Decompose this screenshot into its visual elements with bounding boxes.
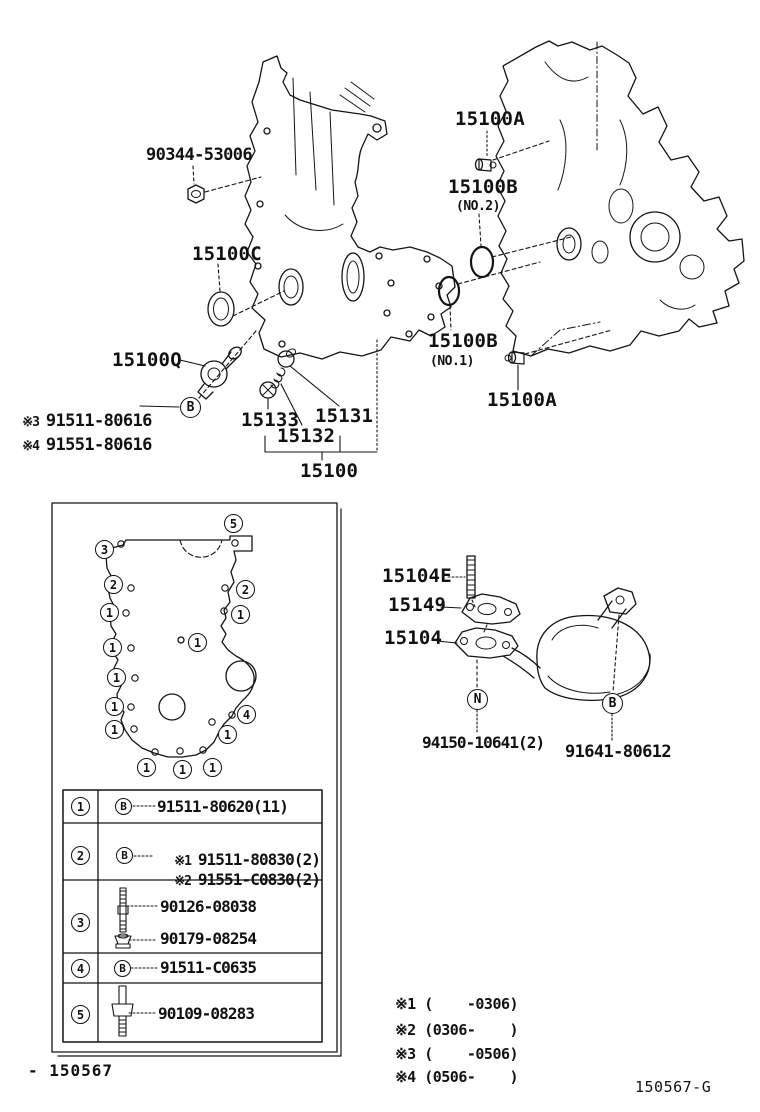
gasket-marker-4: 4 bbox=[237, 705, 256, 724]
callout-relief-spring-15132: 15132 bbox=[277, 425, 336, 447]
gasket-marker-1: 1 bbox=[105, 697, 124, 716]
note-line-4 bbox=[378, 1054, 518, 1086]
plug-part-top bbox=[476, 159, 497, 171]
note3-prefix: ※3 bbox=[395, 1044, 425, 1063]
note1-range: ( -0306) bbox=[424, 994, 519, 1013]
stud-part bbox=[467, 556, 475, 598]
b-circle-marker-left: B bbox=[180, 397, 201, 418]
gasket-marker-1: 1 bbox=[100, 603, 119, 622]
table-row1-number: 1 bbox=[71, 797, 90, 816]
gasket-marker-1: 1 bbox=[105, 720, 124, 739]
table-row5-number: 5 bbox=[71, 1005, 90, 1024]
table-row3-part-number-1: 90126-08038 bbox=[160, 897, 257, 916]
gasket-marker-2-right: 2 bbox=[236, 580, 255, 599]
table-row2-part-number-2 bbox=[155, 855, 320, 889]
note3-prefix: ※3 bbox=[22, 414, 46, 430]
callout-strainer-15104: 15104 bbox=[384, 627, 443, 649]
gasket-marker-3: 3 bbox=[95, 540, 114, 559]
table-row4-part-number: 91511-C0635 bbox=[160, 958, 257, 977]
gasket-marker-1: 1 bbox=[231, 605, 250, 624]
callout-strainer-nut-94150: 94150-10641(2) bbox=[422, 733, 545, 752]
gasket-marker-1: 1 bbox=[103, 638, 122, 657]
hex-nut-part bbox=[188, 185, 204, 203]
gasket-marker-1: 1 bbox=[137, 758, 156, 777]
table-row2-prefix-1: ※1 bbox=[174, 853, 198, 869]
table-row3-part-number-2: 90179-08254 bbox=[160, 929, 257, 948]
note2-range: (0306- ) bbox=[424, 1020, 519, 1039]
callout-strainer-gasket-15149: 15149 bbox=[388, 594, 447, 616]
note2-prefix: ※2 bbox=[395, 1020, 425, 1039]
callout-ring-no1-15100b: 15100B bbox=[428, 330, 498, 352]
timing-cover-drawing bbox=[245, 56, 455, 359]
figure-code-left: - 150567 bbox=[28, 1061, 114, 1080]
gasket-diagram bbox=[106, 536, 256, 757]
gasket-marker-1: 1 bbox=[107, 668, 126, 687]
callout-oil-pump-15100q: 15100Q bbox=[112, 349, 182, 371]
note1-prefix: ※1 bbox=[395, 994, 425, 1013]
n-circle-marker: N bbox=[467, 689, 488, 710]
gasket-marker-1: 1 bbox=[203, 758, 222, 777]
o-ring-no2 bbox=[471, 247, 493, 277]
note4-range: (0506- ) bbox=[424, 1067, 519, 1086]
note3-range: ( -0506) bbox=[424, 1044, 519, 1063]
callout-oil-seal-15100c: 15100C bbox=[192, 243, 262, 265]
callout-alt-bolt-4 bbox=[3, 420, 152, 455]
callout-strainer-bolt-91641: 91641-80612 bbox=[565, 742, 671, 762]
callout-relief-plug-15133: 15133 bbox=[241, 409, 300, 431]
table-row2-prefix-2: ※2 bbox=[174, 873, 198, 889]
callout-bolt-90344: 90344-53006 bbox=[146, 145, 252, 165]
oil-seal-part bbox=[208, 292, 234, 326]
gasket-marker-2-left: 2 bbox=[104, 575, 123, 594]
strainer-part bbox=[455, 588, 650, 700]
callout-relief-valve-15131: 15131 bbox=[315, 405, 374, 427]
table-row4-number: 4 bbox=[71, 959, 90, 978]
callout-ring-no2-15100b: 15100B bbox=[448, 176, 518, 198]
gasket-marker-1: 1 bbox=[218, 725, 237, 744]
table-row1-b-badge: B bbox=[115, 798, 132, 815]
note4-prefix: ※4 bbox=[22, 438, 46, 454]
table-row2-num-1: 91511-80830(2) bbox=[197, 849, 321, 869]
note4-number: 91551-80616 bbox=[45, 434, 152, 455]
gasket-marker-1: 1 bbox=[173, 760, 192, 779]
table-row5-part-number: 90109-08283 bbox=[158, 1004, 255, 1023]
table-row4-b-badge: B bbox=[114, 960, 131, 977]
callout-ring-no1-sub: (NO.1) bbox=[430, 354, 474, 369]
callout-plug-bottom-15100a: 15100A bbox=[487, 389, 557, 411]
table-row2-number: 2 bbox=[71, 846, 90, 865]
stud-icon bbox=[118, 888, 128, 932]
note4-prefix: ※4 bbox=[395, 1067, 425, 1086]
callout-cover-assy-15100: 15100 bbox=[300, 460, 359, 482]
gasket-marker-1: 1 bbox=[188, 633, 207, 652]
bolt-icon bbox=[112, 986, 133, 1036]
gasket-marker-5: 5 bbox=[224, 514, 243, 533]
callout-strainer-stud-15104e: 15104E bbox=[382, 565, 452, 587]
callout-ring-no2-sub: (NO.2) bbox=[456, 199, 500, 214]
callout-plug-top-15100a: 15100A bbox=[455, 108, 525, 130]
b-circle-marker-right: B bbox=[602, 693, 623, 714]
table-row3-number: 3 bbox=[71, 913, 90, 932]
engine-block-drawing bbox=[496, 41, 744, 356]
oil-strainer-drawing bbox=[437, 556, 650, 741]
table-row2-num-2: 91551-C0830(2) bbox=[197, 869, 321, 889]
table-row1-part-number: 91511-80620(11) bbox=[157, 797, 288, 816]
nut-icon bbox=[115, 934, 131, 948]
note3-number: 91511-80616 bbox=[45, 410, 152, 431]
table-row2-b-badge: B bbox=[116, 847, 133, 864]
figure-code-right: 150567-G bbox=[635, 1078, 712, 1096]
